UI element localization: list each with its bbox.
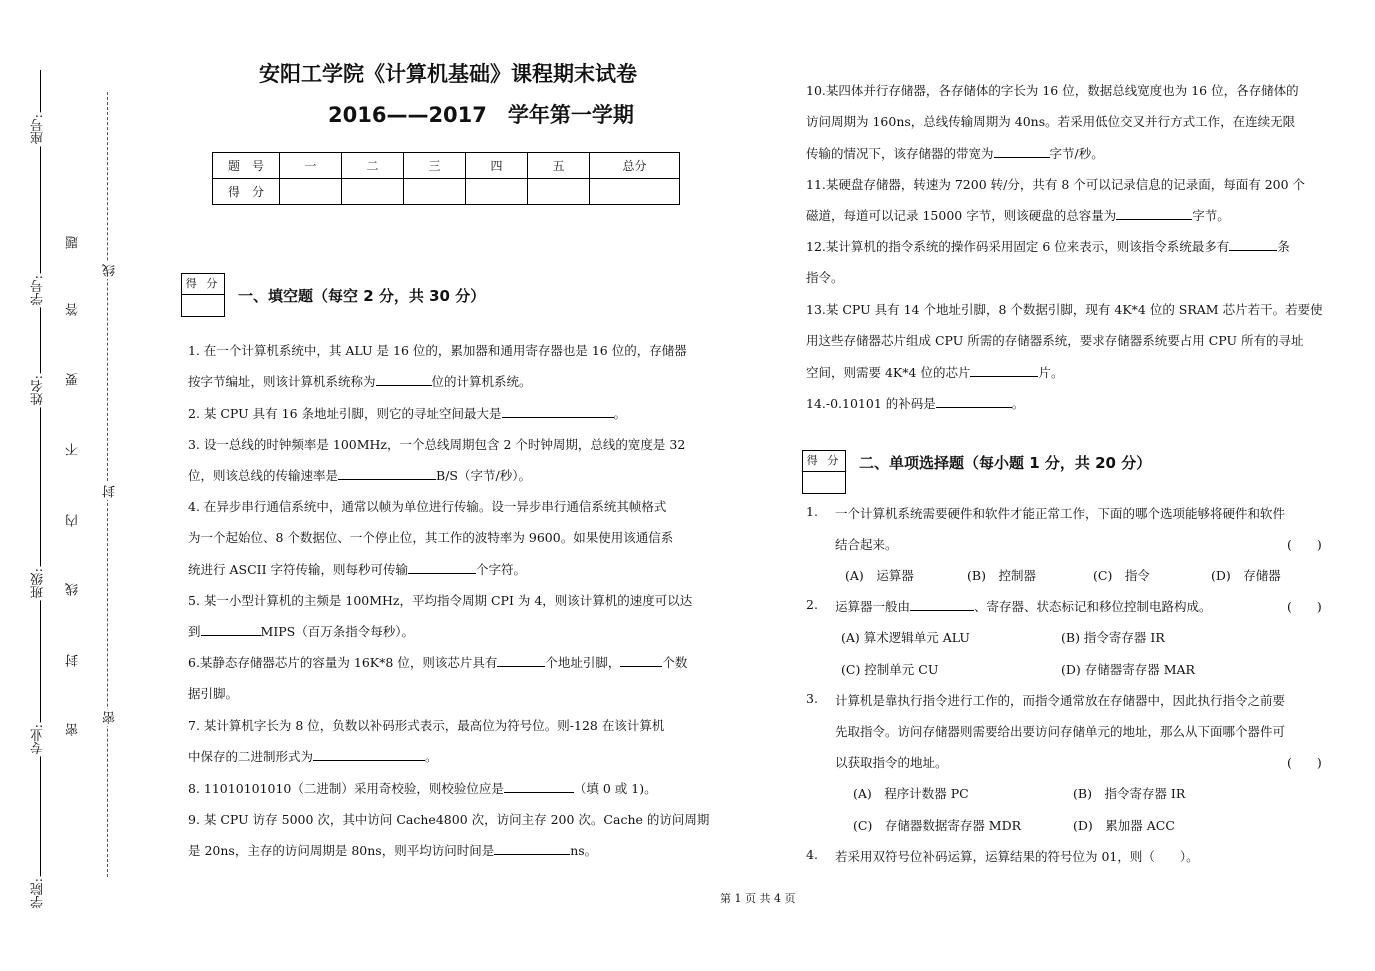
mc4-line: 若采用双符号位补码运算，运算结果的符号位为 01，则（ ）。 — [835, 849, 1199, 864]
margin-char: 要 — [66, 373, 81, 386]
answer-blank[interactable] — [620, 654, 662, 667]
margin-char: 内 — [66, 514, 81, 527]
name-label: 姓名: — [31, 375, 46, 406]
score-box-label: 得 分 — [182, 274, 224, 295]
exam-title: 安阳工学院《计算机基础》课程期末试卷 — [259, 62, 637, 86]
answer-blank[interactable] — [497, 654, 545, 667]
margin-char: 题 — [66, 236, 81, 249]
score-header: 总分 — [590, 153, 680, 179]
score-box-label: 得 分 — [803, 451, 845, 472]
mc1-line1: 一个计算机系统需要硬件和软件才能正常工作，下面的哪个选项能够将硬件和软件 — [835, 506, 1286, 521]
answer-paren[interactable]: ( ) — [1287, 755, 1322, 770]
question-13: 13.某 CPU 具有 14 个地址引脚，8 个数据引脚，现有 4K*4 位的 SRAM 芯片若干。若要使 用这些存储器芯片组成 CPU 所需的存储器系统，要求存储器系统要占用 CPU 所有的寻址 空间，则需要 4K*4 位的芯片 片。 — [806, 302, 1323, 380]
binding-line-outer — [40, 70, 41, 890]
mc2-option-c[interactable]: (C) 控制单元 CU — [841, 662, 939, 677]
section2-score-box — [802, 450, 846, 494]
mc3-option-d[interactable]: (D) 累加器 ACC — [1073, 818, 1175, 833]
score-header: 三 — [404, 153, 466, 179]
question-9: 9. 某 CPU 访存 5000 次，其中访问 Cache4800 次，访问主存 200 次。Cache 的访问周期 是 20ns，主存的访问周期是 80ns，则平均访问时间是 ns。 — [188, 812, 710, 859]
score-cell — [404, 179, 466, 205]
answer-blank[interactable] — [494, 842, 570, 855]
question-8: 8. 11010101010（二进制）采用奇校验，则校验位应是 （填 0 或 1)。 — [188, 781, 657, 796]
section1-title: 一、填空题（每空 2 分，共 30 分） — [238, 287, 486, 305]
score-header: 四 — [466, 153, 528, 179]
answer-blank[interactable] — [936, 395, 1012, 408]
college-label: 学院: — [31, 878, 46, 909]
question-11: 11.某硬盘存储器，转速为 7200 转/分，共有 8 个可以记录信息的记录面，每面有 200 个 磁道，每道可以记录 15000 字节，则该硬盘的总容量为 字节。 — [806, 177, 1306, 224]
mc1-option-d[interactable]: (D) 存储器 — [1211, 568, 1281, 583]
answer-blank[interactable] — [504, 780, 574, 793]
question-12: 12.某计算机的指令系统的操作码采用固定 6 位来表示，则该指令系统最多有 条 指令。 — [806, 239, 1290, 286]
answer-blank[interactable] — [910, 598, 974, 611]
score-cell — [280, 179, 342, 205]
class-label: 班级: — [31, 568, 46, 599]
margin-char: 不 — [66, 443, 81, 456]
mc3-line2: 先取指令。访问存储器则需要给出要访问存储单元的地址，那么从下面哪个器件可 — [835, 724, 1286, 739]
margin-cut-char: 线 — [103, 264, 118, 277]
score-header: 一 — [280, 153, 342, 179]
score-cell — [528, 179, 590, 205]
question-10: 10.某四体并行存储器，各存储体的字长为 16 位，数据总线宽度也为 16 位，各存储体的 访问周期为 160ns，总线传输周期为 40ns。若采用低位交叉并行方式工作，在连续无限 传输的情况下，该存储器的带宽为 字节/秒。 — [806, 83, 1299, 161]
mc3-line1: 计算机是靠执行指令进行工作的，而指令通常放在存储器中，因此执行指令之前要 — [835, 693, 1286, 708]
section2-title: 二、单项选择题（每小题 1 分，共 20 分） — [859, 454, 1152, 472]
mc4-number: 4. — [806, 847, 818, 862]
score-cell — [342, 179, 404, 205]
margin-cut-char: 封 — [103, 485, 118, 498]
score-cell — [466, 179, 528, 205]
question-3: 3. 设一总线的时钟频率是 100MHz，一个总线周期包含 2 个时钟周期，总线的宽度是 32 位，则该总线的传输速率是 B/S（字节/秒）。 — [188, 437, 686, 484]
answer-blank[interactable] — [376, 373, 432, 386]
score-header: 题 号 — [213, 153, 280, 179]
mc1-option-a[interactable]: (A) 运算器 — [845, 568, 914, 583]
mc3-line3: 以获取指令的地址。 — [835, 755, 948, 770]
question-1: 1. 在一个计算机系统中，其 ALU 是 16 位的，累加器和通用寄存器也是 16 位的，存储器 按字节编址，则该计算机系统称为 位的计算机系统。 — [188, 343, 687, 390]
mc1-option-c[interactable]: (C) 指令 — [1093, 568, 1150, 583]
student-id-label: 学号: — [31, 275, 46, 306]
margin-char: 密 — [66, 723, 81, 736]
answer-blank[interactable] — [970, 364, 1038, 377]
mc2-number: 2. — [806, 597, 818, 612]
mc2-option-d[interactable]: (D) 存储器寄存器 MAR — [1061, 662, 1195, 677]
margin-cut-char: 密 — [103, 711, 118, 724]
answer-blank[interactable] — [502, 405, 614, 418]
margin-char: 线 — [66, 583, 81, 596]
seat-label: 座号: — [31, 114, 46, 145]
answer-blank[interactable] — [1229, 238, 1277, 251]
answer-blank[interactable] — [994, 145, 1050, 158]
mc3-number: 3. — [806, 691, 818, 706]
mc2-option-a[interactable]: (A) 算术逻辑单元 ALU — [841, 630, 970, 645]
answer-paren[interactable]: ( ) — [1287, 537, 1322, 552]
answer-blank[interactable] — [1116, 207, 1192, 220]
question-14: 14.-0.10101 的补码是 。 — [806, 396, 1025, 411]
mc3-option-a[interactable]: (A) 程序计数器 PC — [853, 786, 969, 801]
question-7: 7. 某计算机字长为 8 位，负数以补码形式表示，最高位为符号位。则-128 在该计算机 中保存的二进制形式为 。 — [188, 718, 665, 765]
mc2-option-b[interactable]: (B) 指令寄存器 IR — [1061, 630, 1165, 645]
score-row-label: 得 分 — [213, 179, 280, 205]
question-5: 5. 某一小型计算机的主频是 100MHz，平均指令周期 CPI 为 4，则该计算机的速度可以达 到 MIPS（百万条指令每秒）。 — [188, 593, 693, 640]
exam-subtitle: 2016——2017 学年第一学期 — [328, 103, 634, 127]
question-2: 2. 某 CPU 具有 16 条地址引脚，则它的寻址空间最大是 。 — [188, 406, 627, 421]
mc1-line2: 结合起来。 — [835, 537, 898, 552]
major-label: 专业: — [31, 724, 46, 755]
score-table — [212, 152, 680, 205]
mc2-line: 运算器一般由 、寄存器、状态标记和移位控制电路构成。 — [835, 599, 1212, 614]
section1-score-box — [181, 273, 225, 317]
answer-blank[interactable] — [338, 467, 436, 480]
answer-paren[interactable]: ( ) — [1287, 599, 1322, 614]
question-6: 6.某静态存储器芯片的容量为 16K*8 位，则该芯片具有 个地址引脚， 个数 据引脚。 — [188, 655, 688, 702]
answer-blank[interactable] — [313, 748, 425, 761]
score-cell — [590, 179, 680, 205]
answer-blank[interactable] — [408, 561, 476, 574]
page-footer: 第 1 页 共 4 页 — [720, 892, 796, 905]
margin-char: 封 — [66, 654, 81, 667]
score-header: 五 — [528, 153, 590, 179]
mc1-option-b[interactable]: (B) 控制器 — [967, 568, 1036, 583]
mc3-option-b[interactable]: (B) 指令寄存器 IR — [1073, 786, 1186, 801]
question-4: 4. 在异步串行通信系统中，通常以帧为单位进行传输。设一异步串行通信系统其帧格式 为一个起始位、8 个数据位、一个停止位，其工作的波特率为 9600。如果使用该通信系 统进行 ASCII 字符传输，则每秒可传输 个字符。 — [188, 499, 674, 577]
score-header: 二 — [342, 153, 404, 179]
margin-char: 答 — [66, 303, 81, 316]
mc1-number: 1. — [806, 504, 818, 519]
mc3-option-c[interactable]: (C) 存储器数据寄存器 MDR — [853, 818, 1022, 833]
answer-blank[interactable] — [201, 623, 261, 636]
